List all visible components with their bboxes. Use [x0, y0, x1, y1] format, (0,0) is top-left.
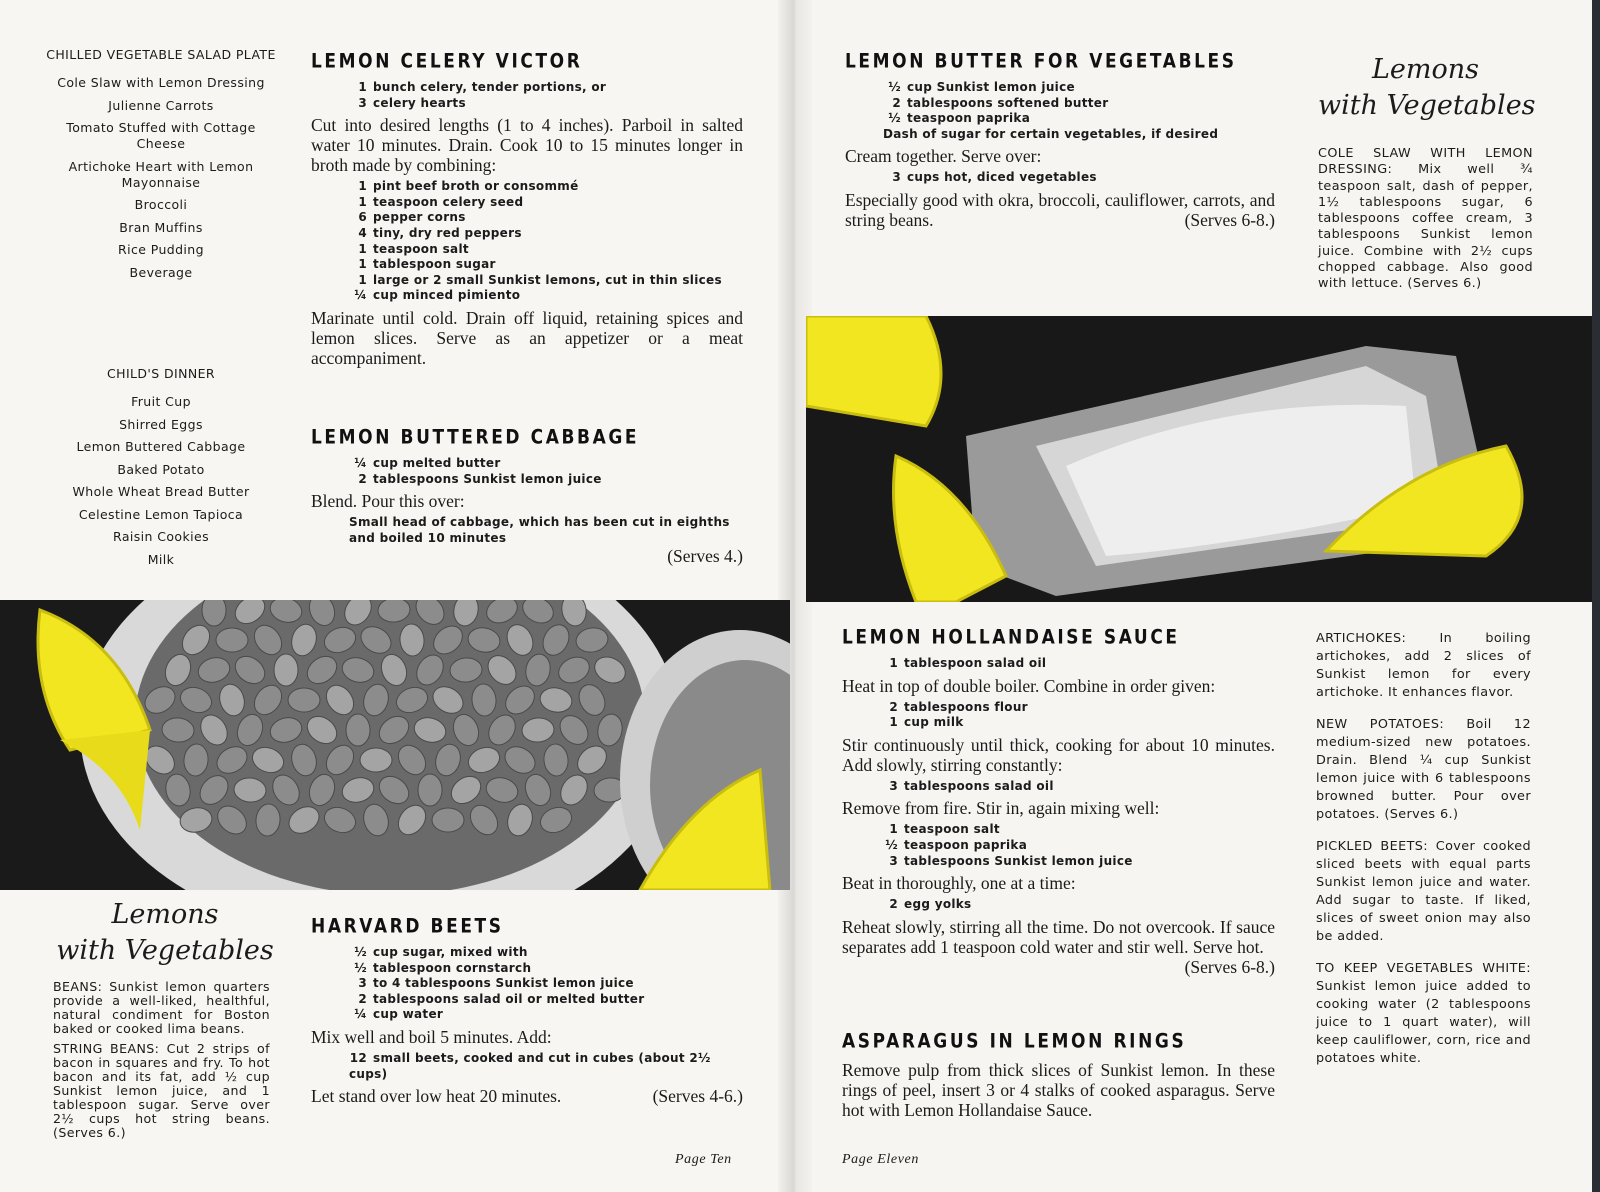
ingredient-qty: ½	[354, 945, 367, 959]
beans-lemon-photo	[0, 600, 790, 890]
menu-item: Lemon Buttered Cabbage	[76, 439, 246, 454]
recipe-title: LEMON CELERY VICTOR	[311, 50, 583, 73]
recipe-lemon-celery-victor	[311, 50, 743, 372]
right-tips	[1316, 630, 1531, 1082]
ingredient	[349, 992, 743, 1008]
ingredient-list	[883, 170, 1275, 186]
ingredient-qty: ½	[888, 80, 901, 94]
ingredient-qty: 1	[889, 822, 898, 837]
ingredient-text: pint beef broth or consommé	[373, 179, 579, 194]
ingredient-text: Small head of cabbage, which has been cut in eighths and boiled 10 minutes	[349, 515, 730, 545]
ingredient	[349, 456, 743, 472]
menu-item: Whole Wheat Bread Butter	[72, 484, 250, 499]
script-line-1: Lemons	[111, 899, 219, 930]
recipe-lemon-hollandaise-sauce	[842, 626, 1275, 977]
menu-title: CHILD'S DINNER	[107, 366, 215, 381]
ingredient-qty: 2	[889, 897, 898, 912]
menu-item: Cole Slaw with Lemon Dressing	[57, 75, 265, 90]
serves-text: (Serves 4.)	[667, 546, 743, 567]
ingredient-qty: ¼	[354, 1007, 367, 1022]
menu-item: Beverage	[129, 264, 193, 280]
vegetables-lemon-photo	[806, 316, 1592, 602]
tip-paragraph: COLE SLAW WITH LEMON DRESSING: Mix well ¾ teaspoon salt, dash of pepper, 1½ tablespoons sugar, 6 tablespoons coffee cream, 3 tablespoons Sunkist lemon juice. Combine with 2½ cups chopped cabbage. Also good with lettuce. (Serves 6.)	[1318, 146, 1533, 292]
tip-paragraph: ARTICHOKES: In boiling artichokes, add 2 slices of Sunkist lemon for every artichoke. It enhances flavor.	[1316, 631, 1531, 700]
ingredient-list	[880, 822, 1275, 869]
ingredient-qty: 1	[889, 656, 898, 670]
recipe-asparagus-in-lemon-rings	[842, 1030, 1275, 1124]
bean	[216, 628, 248, 652]
ingredient	[883, 80, 1275, 96]
ingredient	[349, 288, 743, 304]
ingredient	[349, 961, 743, 977]
tip-paragraph: TO KEEP VEGETABLES WHITE: Sunkist lemon juice added to cooking water (2 tablespoons juice to 1 quart water), will keep cauliflower, corn, rice and potatoes white.	[1316, 961, 1531, 1066]
ingredient-text: tablespoon salad oil	[904, 656, 1047, 670]
ingredient-list	[349, 515, 743, 546]
ingredient-list	[880, 700, 1275, 731]
ingredient-qty: 2	[889, 699, 898, 714]
ingredient-text: tablespoons Sunkist lemon juice	[373, 471, 602, 486]
instruction-text: Remove from fire. Stir in, again mixing well:	[842, 798, 1160, 819]
menu-item: Artichoke Heart with Lemon Mayonnaise	[68, 158, 254, 190]
instruction-text-body: Let stand over low heat 20 minutes.	[311, 1086, 562, 1107]
ingredient-text: tablespoons softened butter	[907, 95, 1109, 110]
menu-item: Baked Potato	[117, 461, 205, 477]
serves-text: (Serves 6-8.)	[1184, 956, 1275, 977]
ingredient-qty: 2	[358, 471, 367, 486]
ingredient-text: cup milk	[904, 715, 964, 730]
ingredient	[349, 226, 743, 242]
ingredient-qty: ¼	[354, 456, 367, 470]
ingredient	[883, 96, 1275, 112]
menu-item: Shirred Eggs	[119, 416, 203, 432]
ingredient-list	[349, 456, 743, 487]
ingredient-text: Dash of sugar for certain vegetables, if desired	[883, 126, 1219, 141]
instruction-text	[842, 916, 1275, 977]
ingredient	[349, 273, 743, 289]
ingredient-qty: 1	[358, 179, 367, 194]
menu-item: Raisin Cookies	[113, 529, 209, 544]
ingredient-text: cup melted butter	[373, 456, 501, 470]
ingredient-text: pepper corns	[373, 210, 466, 225]
ingredient	[349, 472, 743, 488]
ingredient-text: tiny, dry red peppers	[373, 225, 522, 240]
ingredient-text: tablespoons salad oil or melted butter	[373, 991, 645, 1006]
ingredient-text: teaspoon paprika	[907, 111, 1031, 126]
ingredient	[880, 656, 1275, 672]
ingredient-text: small beets, cooked and cut in cubes (about 2½ cups)	[349, 1050, 711, 1081]
ingredient-qty: ½	[885, 837, 898, 852]
recipe-title: LEMON BUTTER FOR VEGETABLES	[845, 50, 1237, 73]
right-tips-top	[1318, 146, 1533, 307]
recipe-title: ASPARAGUS IN LEMON RINGS	[842, 1030, 1187, 1053]
ingredient-text: tablespoons salad oil	[904, 778, 1054, 793]
instruction-text	[845, 190, 1275, 230]
recipe-title: LEMON HOLLANDAISE SAUCE	[842, 626, 1180, 649]
ingredient-list	[349, 179, 743, 304]
ingredient-qty: ½	[354, 960, 367, 975]
bean	[288, 688, 320, 712]
ingredient-text: teaspoon celery seed	[373, 194, 524, 209]
recipe-title: HARVARD BEETS	[311, 915, 504, 938]
instruction-text-body: Especially good with okra, broccoli, cauliflower, carrots, and string beans.	[845, 189, 1275, 230]
ingredient-qty: 1	[358, 80, 367, 94]
ingredient	[349, 96, 743, 112]
ingredient-qty: 3	[892, 170, 901, 185]
ingredient-qty: 1	[358, 241, 367, 256]
ingredient	[349, 1007, 743, 1023]
ingredient	[883, 127, 1275, 143]
menu-item: Celestine Lemon Tapioca	[78, 506, 244, 522]
ingredient	[349, 80, 743, 96]
menu-item: Fruit Cup	[131, 394, 191, 409]
ingredient	[883, 170, 1275, 186]
ingredient-qty: 12	[349, 1050, 367, 1065]
ingredient-text: large or 2 small Sunkist lemons, cut in thin slices	[373, 272, 722, 287]
ingredient	[349, 195, 743, 211]
instruction-text: Cream together. Serve over:	[845, 146, 1042, 167]
page-edge	[1592, 0, 1600, 1192]
instruction-text: Stir continuously until thick, cooking for about 10 minutes. Add slowly, stirring constantly:	[842, 734, 1275, 775]
ingredient	[880, 854, 1275, 870]
bean	[274, 654, 298, 686]
instruction-text: Marinate until cold. Drain off liquid, retaining spices and lemon slices. Serve as an appetizer or a meat accompaniment.	[311, 307, 743, 368]
ingredient	[880, 779, 1275, 795]
menu-item: Tomato Stuffed with Cottage Cheese	[66, 120, 256, 151]
instruction-text-body: Reheat slowly, stirring all the time. Do not overcook. If sauce separates add 1 teaspoon cold water and stir well. Serve hot.	[842, 916, 1275, 957]
ingredient-qty: 1	[358, 257, 367, 272]
ingredient-list	[880, 897, 1275, 913]
instruction-text: Mix well and boil 5 minutes. Add:	[311, 1026, 552, 1047]
ingredient-qty: ½	[888, 111, 901, 126]
recipe-lemon-butter-for-vegetables	[845, 50, 1275, 234]
menu-salad-plate	[45, 47, 277, 287]
ingredient-text: cup water	[373, 1007, 444, 1022]
ingredient-list	[880, 779, 1275, 795]
menu-title: CHILLED VEGETABLE SALAD PLATE	[46, 47, 276, 62]
ingredient	[880, 897, 1275, 913]
tip-paragraph: STRING BEANS: Cut 2 strips of bacon in squares and fry. To hot bacon and its fat, add ½ cup Sunkist lemon juice, and 1 tablespoon sugar. Serve over 2½ cups hot string beans. (Serves 6.)	[53, 1041, 270, 1140]
menu-childs-dinner	[45, 366, 277, 574]
instruction-text: Blend. Pour this over:	[311, 491, 465, 512]
bean	[418, 774, 442, 806]
serves-text: (Serves 6-8.)	[1184, 209, 1275, 230]
ingredient-text: teaspoon salt	[373, 241, 469, 256]
menu-item: Milk	[147, 551, 175, 567]
ingredient-qty: 2	[358, 991, 367, 1006]
ingredient-text: bunch celery, tender portions, or	[373, 80, 607, 94]
ingredient-qty: 4	[358, 225, 367, 240]
ingredient-text: cups hot, diced vegetables	[907, 170, 1097, 185]
ingredient	[349, 210, 743, 226]
ingredient-text: tablespoons flour	[904, 699, 1028, 714]
ingredient-qty: ¼	[354, 288, 367, 303]
ingredient-list	[883, 80, 1275, 142]
ingredient	[883, 111, 1275, 127]
ingredient-qty: 1	[889, 715, 898, 730]
menu-item: Julienne Carrots	[108, 97, 214, 113]
ingredient	[349, 976, 743, 992]
menu-item: Rice Pudding	[118, 242, 204, 257]
ingredient-qty: 6	[358, 210, 367, 225]
instruction-text	[311, 1086, 743, 1106]
page-number-left: Page Ten	[675, 1152, 732, 1167]
recipe-harvard-beets	[311, 915, 743, 1110]
left-tips	[53, 980, 270, 1146]
ingredient-text: to 4 tablespoons Sunkist lemon juice	[373, 976, 634, 991]
bean	[432, 808, 464, 832]
recipe-lemon-buttered-cabbage	[311, 426, 743, 567]
instruction-text: Heat in top of double boiler. Combine in order given:	[842, 675, 1216, 696]
instruction-text: Beat in thoroughly, one at a time:	[842, 873, 1076, 894]
ingredient-qty: 3	[889, 853, 898, 868]
ingredient-qty: 2	[892, 95, 901, 110]
bean	[360, 748, 392, 772]
ingredient-qty: 1	[358, 194, 367, 209]
ingredient-qty: 3	[358, 95, 367, 110]
ingredient	[349, 945, 743, 961]
script-line-2: with Vegetables	[56, 935, 274, 966]
bean	[202, 600, 226, 626]
ingredient-text: celery hearts	[373, 95, 466, 110]
ingredient-text: tablespoon sugar	[373, 257, 496, 272]
menu-item: Broccoli	[134, 197, 188, 212]
ingredient-list	[349, 80, 743, 111]
script-line-2: with Vegetables	[1318, 90, 1536, 121]
ingredient-text: cup sugar, mixed with	[373, 945, 528, 959]
ingredient-list	[349, 945, 743, 1023]
ingredient-list	[349, 1051, 743, 1082]
ingredient-text: tablespoon cornstarch	[373, 960, 532, 975]
ingredient-qty: 3	[358, 976, 367, 991]
instruction-text: Cut into desired lengths (1 to 4 inches). Parboil in salted water 10 minutes. Drain. Cook 10 to 15 minutes longer in broth made by combining:	[311, 115, 743, 176]
ingredient-list	[880, 656, 1275, 672]
ingredient-qty: 1	[358, 272, 367, 287]
serves-text: (Serves 4-6.)	[652, 1086, 743, 1107]
ingredient-text: tablespoons Sunkist lemon juice	[904, 853, 1133, 868]
ingredient-text: egg yolks	[904, 897, 972, 912]
ingredient-qty: 3	[889, 778, 898, 793]
ingredient	[880, 700, 1275, 716]
ingredient-text: cup minced pimiento	[373, 288, 521, 303]
ingredient	[349, 242, 743, 258]
ingredient-text: cup Sunkist lemon juice	[907, 80, 1075, 94]
ingredient-text: teaspoon paprika	[904, 837, 1028, 852]
tip-paragraph: NEW POTATOES: Boil 12 medium-sized new potatoes. Drain. Blend ¼ cup Sunkist lemon juice with 6 tablespoons browned butter. Pour over potatoes. (Serves 6.)	[1316, 717, 1531, 822]
right-script-heading	[1318, 50, 1536, 126]
bean	[346, 714, 370, 746]
ingredient	[880, 715, 1275, 731]
script-line-1: Lemons	[1371, 54, 1479, 85]
tip-paragraph: BEANS: Sunkist lemon quarters provide a well-liked, healthful, natural condiment for Boston baked or cooked lima beans.	[53, 979, 270, 1036]
left-script-heading	[50, 895, 280, 971]
instruction-text: Remove pulp from thick slices of Sunkist lemon. In these rings of peel, insert 3 or 4 stalks of cooked asparagus. Serve hot with Lemon Hollandaise Sauce.	[842, 1060, 1275, 1120]
page-number-right: Page Eleven	[842, 1152, 919, 1167]
ingredient	[880, 822, 1275, 838]
ingredient	[880, 838, 1275, 854]
tip-paragraph: PICKLED BEETS: Cover cooked sliced beets with equal parts Sunkist lemon juice and water. Add sugar to taste. If liked, slices of sweet onion may also be added.	[1316, 839, 1531, 944]
ingredient-text: teaspoon salt	[904, 822, 1000, 837]
ingredient	[349, 179, 743, 195]
recipe-title: LEMON BUTTERED CABBAGE	[311, 426, 640, 449]
menu-item: Bran Muffins	[119, 219, 203, 235]
ingredient	[349, 515, 743, 546]
ingredient	[349, 257, 743, 273]
ingredient	[349, 1051, 743, 1082]
